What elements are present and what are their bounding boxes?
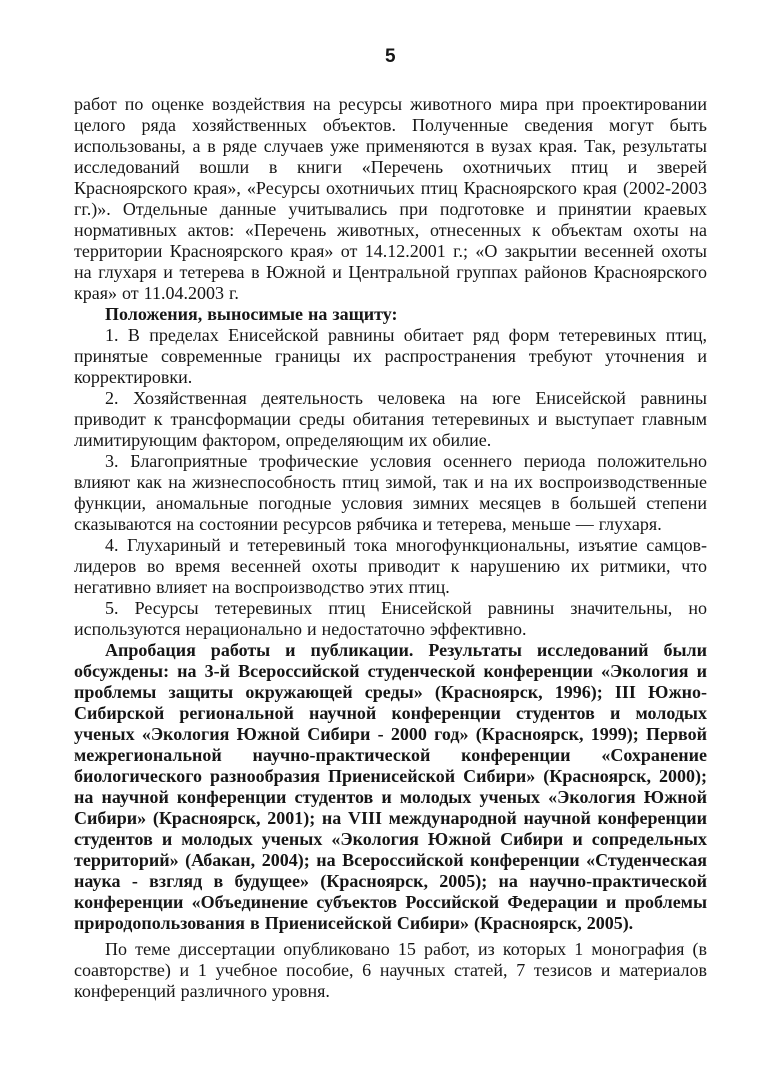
- paragraph: 1. В пределах Енисейской равнины обитает ряд форм тетеревиных птиц, принятые современные границы их распространения требуют уточнения и корректировки.: [74, 325, 707, 387]
- paragraph: По теме диссертации опубликовано 15 работ, из которых 1 монография (в соавторстве) и 1 учебное пособие, 6 научных статей, 7 тезисов и материалов конференций различного уровня.: [74, 939, 707, 1001]
- paragraph: 3. Благоприятные трофические условия осеннего периода положительно влияют как на жизнеспособность птиц зимой, так и на их воспроизводственные функции, аномальные погодные условия зимних месяцев в большей степени сказываются на состоянии ресурсов рябчика и тетерева, меньше — глухаря.: [74, 451, 707, 534]
- paragraph: 4. Глухариный и тетеревиный тока многофункциональны, изъятие самцов-лидеров во время весенней охоты приводит к нарушению их ритмики, что негативно влияет на воспроизводство этих птиц.: [74, 535, 707, 597]
- paragraph: 2. Хозяйственная деятельность человека на юге Енисейской равнины приводит к трансформации среды обитания тетеревиных и выступает главным лимитирующим фактором, определяющим их обилие.: [74, 388, 707, 450]
- paragraph: 5. Ресурсы тетеревиных птиц Енисейской равнины значительны, но используются нерационально и недостаточно эффективно.: [74, 598, 707, 639]
- paragraph: Апробация работы и публикации. Результаты исследований были обсуждены: на 3-й Всероссийской студенческой конференции «Экология и проблемы защиты окружающей среды» (Красноярск, 1996); III Южно-Сибирской региональной научной конференции студентов и молодых ученых «Экология Южной Сибири - 2000 год» (Красноярск, 1999); Первой межрегиональной научно-практической конференции «Сохранение биологического разнообразия Приенисейской Сибири» (Красноярск, 2000); на научной конференции студентов и молодых ученых «Экология Южной Сибири» (Красноярск, 2001); на VIII международной научной конференции студентов и молодых ученых «Экология Южной Сибири и сопредельных территорий» (Абакан, 2004); на Всероссийской конференции «Студенческая наука - взгляд в будущее» (Красноярск, 2005); на научно-практической конференции «Объединение субъектов Российской Федерации и проблемы природопользования в Приенисейской Сибири» (Красноярск, 2005).: [74, 640, 708, 933]
- page-number: 5: [384, 46, 397, 67]
- paragraph-lead: Апробация работы и публикации.: [105, 640, 414, 660]
- paragraph: работ по оценке воздействия на ресурсы животного мира при проектировании целого ряда хозяйственных объектов. Полученные сведения могут быть использованы, а в ряде случаев уже применяются в вузах края. Так, результаты исследований вошли в книги «Перечень охотничьих птиц и зверей Красноярского края», «Ресурсы охотничьих птиц Красноярского края (2002-2003 гг.)». Отдельные данные учитывались при подготовке и принятии краевых нормативных актов: «Перечень животных, отнесенных к объектам охоты на территории Красноярского края» от 14.12.2001 г.; «О закрытии весенней охоты на глухаря и тетерева в Южной и Центральной группах районов Красноярского края» от 11.04.2003 г.: [74, 94, 707, 303]
- section-heading: Положения, выносимые на защиту:: [105, 304, 398, 324]
- page-content: [74, 94, 707, 1002]
